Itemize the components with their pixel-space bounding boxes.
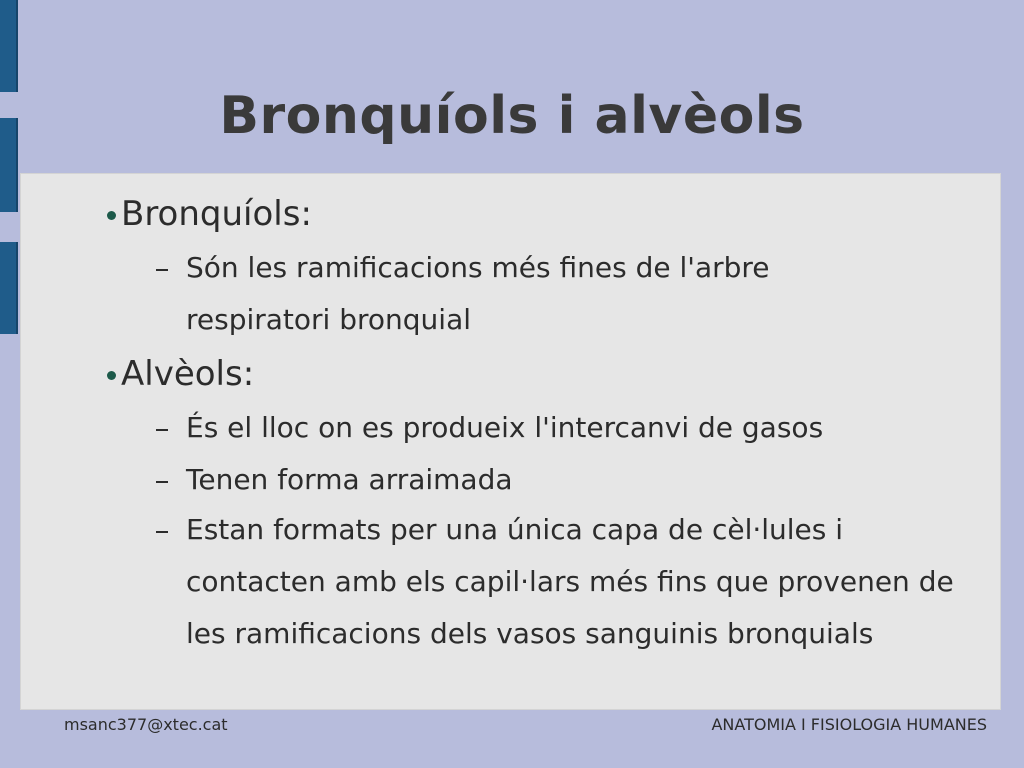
slide-title: Bronquíols i alvèols bbox=[219, 86, 805, 146]
bullet-dot-icon bbox=[107, 211, 116, 220]
sub-bullet-text: Són les ramificacions més fines de l'arbre respiratori bronquial bbox=[186, 251, 770, 336]
bullet-label: Bronquíols: bbox=[121, 194, 312, 234]
footer-email: msanc377@xtec.cat bbox=[64, 715, 228, 734]
dash-bullet-icon bbox=[156, 481, 168, 483]
bullet-item-bronquiols bbox=[121, 194, 312, 234]
sub-bullet-text: És el lloc on es produeix l'intercanvi de gasos bbox=[186, 411, 824, 444]
sub-bullet-item bbox=[164, 402, 964, 454]
decorative-side-bar-top bbox=[0, 0, 18, 92]
decorative-side-bar-bottom bbox=[0, 242, 18, 334]
bullet-label: Alvèols: bbox=[121, 354, 255, 394]
sub-bullet-text: Estan formats per una única capa de cèl·lules i contacten amb els capil·lars més fins que provenen de les ramificacions dels vasos sanguinis bronquials bbox=[186, 513, 954, 650]
sub-bullet-item bbox=[164, 454, 964, 506]
sub-bullet-text: Tenen forma arraimada bbox=[186, 463, 513, 496]
bullet-item-alveols bbox=[121, 354, 254, 394]
footer-course-title: ANATOMIA I FISIOLOGIA HUMANES bbox=[711, 715, 987, 734]
sub-bullet-item bbox=[164, 242, 964, 346]
bullet-dot-icon bbox=[107, 371, 116, 380]
dash-bullet-icon bbox=[156, 269, 168, 271]
dash-bullet-icon bbox=[156, 429, 168, 431]
slide-content-box bbox=[20, 173, 1001, 710]
dash-bullet-icon bbox=[156, 531, 168, 533]
sub-bullet-item bbox=[164, 504, 964, 660]
